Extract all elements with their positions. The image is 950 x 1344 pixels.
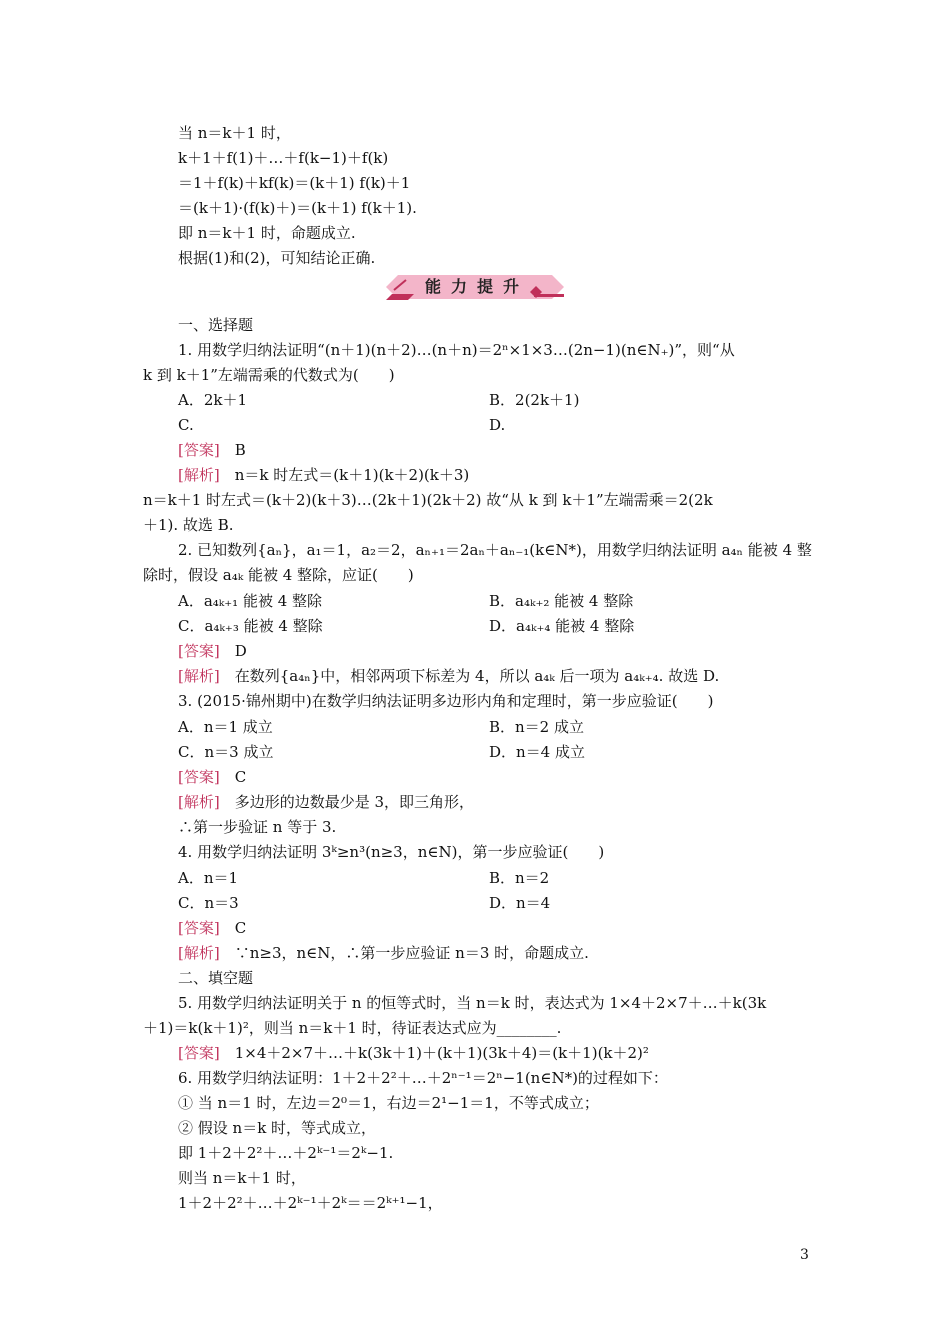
section-heading: 二、填空题 [178,969,254,987]
option-b: B．a₄ₖ₊₂ 能被 4 整除 [489,592,634,610]
option-c: C．a₄ₖ₊₃ 能被 4 整除 [178,617,323,635]
option-c: C．n＝3 [178,894,239,912]
option-a: A．n＝1 [178,869,239,887]
analysis-line [178,944,589,962]
answer-value: 1×4＋2×7＋…＋k(3k＋1)＋(k＋1)(3k＋4)＝(k＋1)(k＋2)² [234,1044,649,1062]
option-a: A．a₄ₖ₊₁ 能被 4 整除 [178,592,323,610]
question-6-stem: 6. 用数学归纳法证明：1＋2＋2²＋…＋2ⁿ⁻¹＝2ⁿ−1(n∈N*)的过程如下： [178,1069,668,1087]
analysis-text: 多边形的边数最少是 3，即三角形， [234,793,475,811]
text-line: ＝(k＋1)·(f(k)＋)＝(k＋1) f(k＋1). [178,199,417,217]
analysis-tag: [解析] [178,667,220,685]
answer-tag: [答案] [178,1044,220,1062]
analysis-text: ∴第一步验证 n 等于 3. [178,818,337,836]
answer-line [178,919,246,937]
answer-value: C [234,919,247,937]
option-d: D. [489,416,506,434]
answer-tag: [答案] [178,919,220,937]
question-3-stem: 3. (2015·锦州期中)在数学归纳法证明多边形内角和定理时，第一步应验证( ) [178,692,714,710]
text-line: 即 n＝k＋1 时，命题成立. [178,224,356,242]
section-banner [384,272,570,302]
answer-tag: [答案] [178,768,220,786]
analysis-tag: [解析] [178,944,220,962]
text-line: 根据(1)和(2)，可知结论正确. [178,249,376,267]
answer-tag: [答案] [178,441,220,459]
option-c: C. [178,416,194,434]
section-heading: 一、选择题 [178,316,254,334]
analysis-line [178,793,474,811]
option-c: C．n＝3 成立 [178,743,274,761]
question-4-stem: 4. 用数学归纳法证明 3ᵏ≥n³(n≥3，n∈N)，第一步应验证( ) [178,843,605,861]
analysis-text: ∵n≥3，n∈N，∴第一步应验证 n＝3 时，命题成立. [234,944,589,962]
proof-line: ① 当 n＝1 时，左边＝2⁰＝1，右边＝2¹−1＝1，不等式成立； [178,1094,599,1112]
analysis-line [178,667,719,685]
option-d: D．a₄ₖ₊₄ 能被 4 整除 [489,617,635,635]
proof-line: ② 假设 n＝k 时，等式成立， [178,1119,377,1137]
proof-line: 1＋2＋2²＋…＋2ᵏ⁻¹＋2ᵏ＝＝2ᵏ⁺¹−1， [178,1194,443,1212]
analysis-text: n＝k＋1 时左式＝(k＋2)(k＋3)…(2k＋1)(2k＋2) 故“从 k 到 k＋1”左端需乘＝2(2k [143,491,713,509]
analysis-text: ＋1). 故选 B. [143,516,234,534]
analysis-text: 在数列{a₄ₙ}中，相邻两项下标差为 4，所以 a₄ₖ 后一项为 a₄ₖ₊₄. 故选 D. [234,667,720,685]
answer-tag: [答案] [178,642,220,660]
text-line: 当 n＝k＋1 时， [178,124,291,142]
option-d: D．n＝4 [489,894,551,912]
question-1-stem: k 到 k＋1”左端需乘的代数式为( ) [143,366,395,384]
text-line: ＝1＋f(k)＋kf(k)＝(k＋1) f(k)＋1 [178,174,411,192]
option-d: D．n＝4 成立 [489,743,585,761]
answer-line [178,642,247,660]
answer-line [178,768,246,786]
analysis-tag: [解析] [178,466,220,484]
banner-title: 能力提升 [424,277,529,296]
page-number: 3 [800,1247,809,1263]
option-b: B．n＝2 [489,869,550,887]
question-5-stem: ＋1)＝k(k＋1)²，则当 n＝k＋1 时，待证表达式应为________. [143,1019,562,1037]
answer-line [178,1044,649,1062]
answer-line [178,441,246,459]
question-1-stem: 1. 用数学归纳法证明“(n＋1)(n＋2)…(n＋n)＝2ⁿ×1×3…(2n−1)(n∈N₊)”，则“从 [178,341,735,359]
analysis-line [178,466,469,484]
analysis-tag: [解析] [178,793,220,811]
question-2-stem: 除时，假设 a₄ₖ 能被 4 整除，应证( ) [143,566,414,584]
option-b: B．n＝2 成立 [489,718,584,736]
option-b: B．2(2k＋1) [489,391,580,409]
option-a: A．n＝1 成立 [178,718,273,736]
question-5-stem: 5. 用数学归纳法证明关于 n 的恒等式时，当 n＝k 时，表达式为 1×4＋2×7＋…＋k(3k [178,994,767,1012]
option-a: A．2k＋1 [178,391,248,409]
answer-value: C [234,768,247,786]
answer-value: B [234,441,246,459]
proof-line: 即 1＋2＋2²＋…＋2ᵏ⁻¹＝2ᵏ−1. [178,1144,394,1162]
question-2-stem: 2. 已知数列{aₙ}，a₁＝1，a₂＝2，aₙ₊₁＝2aₙ＋aₙ₋₁(k∈N*)，用数学归纳法证明 a₄ₙ 能被 4 整 [178,541,812,559]
analysis-text: n＝k 时左式＝(k＋1)(k＋2)(k＋3) [234,466,470,484]
proof-line: 则当 n＝k＋1 时， [178,1169,306,1187]
answer-value: D [234,642,247,660]
text-line: k＋1＋f(1)＋…＋f(k−1)＋f(k) [178,149,389,167]
